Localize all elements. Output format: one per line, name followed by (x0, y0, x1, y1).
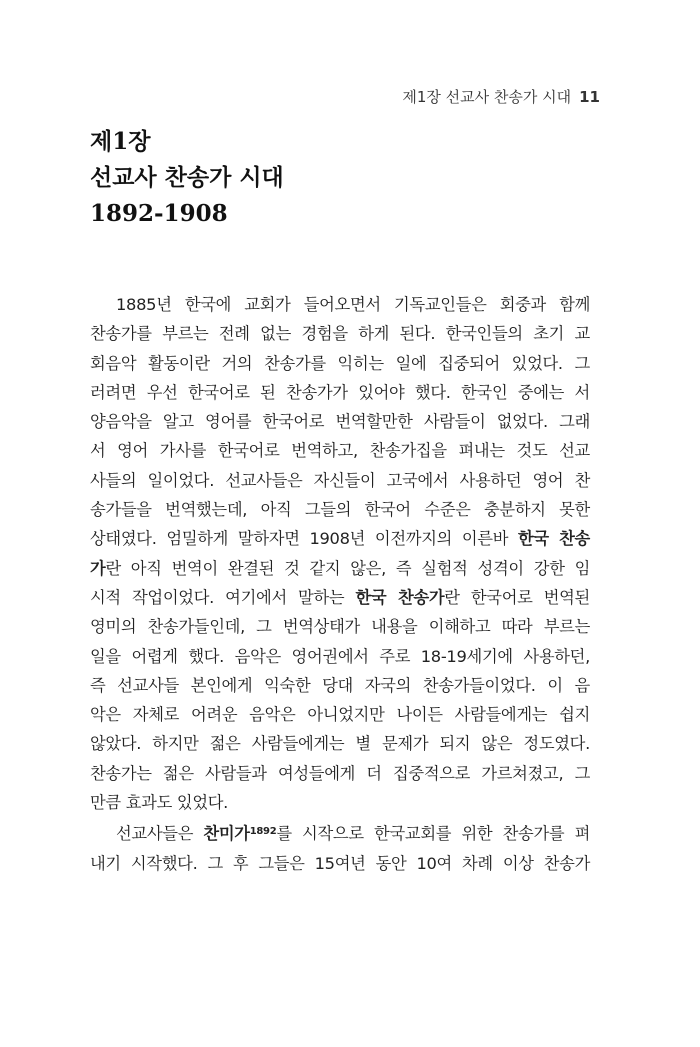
text-line: 양음악을 알고 영어를 한국어로 번역할만한 사람들이 없었다. 그래 (90, 412, 590, 432)
text-line: 내기 시작했다. 그 후 그들은 15여년 동안 10여 차례 이상 찬송가 (90, 853, 590, 873)
bold-term: 한국 찬송가 (355, 587, 445, 607)
text-line: 1885년 한국에 교회가 들어오면서 기독교인들은 회중과 함께 (116, 295, 590, 314)
text-line: 상태였다. 엄밀하게 말하자면 1908년 이전까지의 이른바 한국 찬송 (90, 529, 590, 549)
text-line: 서 영어 가사를 한국어로 번역하고, 찬송가집을 펴내는 것도 선교 (90, 441, 590, 461)
text-line: 찬송가는 젊은 사람들과 여성들에게 더 집중적으로 가르쳐졌고, 그 (90, 763, 590, 783)
chapter-title: 선교사 찬송가 시대 (90, 164, 284, 191)
chapter-heading (90, 124, 284, 232)
text-line: 러려면 우선 한국어로 된 찬송가가 있어야 했다. 한국인 중에는 서 (90, 382, 590, 402)
text-line: 만큼 효과도 있었다. (90, 793, 229, 813)
text-line: 악은 자체로 어려운 음악은 아니었지만 나이든 사람들에게는 쉽지 (90, 705, 590, 725)
page-number: 11 (579, 88, 600, 106)
text-line: 즉 선교사들 본인에게 익숙한 당대 자국의 찬송가들이었다. 이 음 (90, 675, 590, 695)
text-line: 일을 어렵게 했다. 음악은 영어권에서 주로 18-19세기에 사용하던, (90, 646, 590, 666)
text-line: 시적 작업이었다. 여기에서 말하는 한국 찬송가란 한국어로 번역된 (90, 587, 590, 607)
text-line: 회음악 활동이란 거의 찬송가를 익히는 일에 집중되어 있었다. 그 (90, 353, 590, 373)
bold-term: 찬미가 (203, 824, 250, 844)
bold-term: 한국 찬송 (517, 529, 590, 549)
text-line: 않았다. 하지만 젊은 사람들에게는 별 문제가 되지 않은 정도였다. (90, 734, 590, 754)
text-line: 선교사들은 찬미가$^{1892}$를 시작으로 한국교회를 위한 찬송가를 펴 (116, 824, 591, 844)
text-line: 송가들을 번역했는데, 아직 그들의 한국어 수준은 충분하지 못한 (90, 500, 590, 520)
running-header (402, 86, 600, 107)
text-line: 영미의 찬송가들인데, 그 번역상태가 내용을 이해하고 따라 부르는 (90, 617, 590, 637)
chapter-period: 1892-1908 (90, 200, 228, 227)
chapter-label: 제1장 (90, 128, 151, 155)
text-line: 가란 아직 번역이 완결된 것 같지 않은, 즉 실험적 성격이 강한 임 (90, 558, 590, 578)
body-text (90, 290, 590, 878)
bold-term: 가 (90, 558, 106, 578)
text-line: 찬송가를 부르는 전례 없는 경험을 하게 된다. 한국인들의 초기 교 (90, 324, 590, 344)
running-title: 제1장 선교사 찬송가 시대 (402, 88, 572, 106)
text-line: 사들의 일이었다. 선교사들은 자신들이 고국에서 사용하던 영어 찬 (90, 470, 590, 490)
superscript-year: 1892 (249, 826, 277, 838)
